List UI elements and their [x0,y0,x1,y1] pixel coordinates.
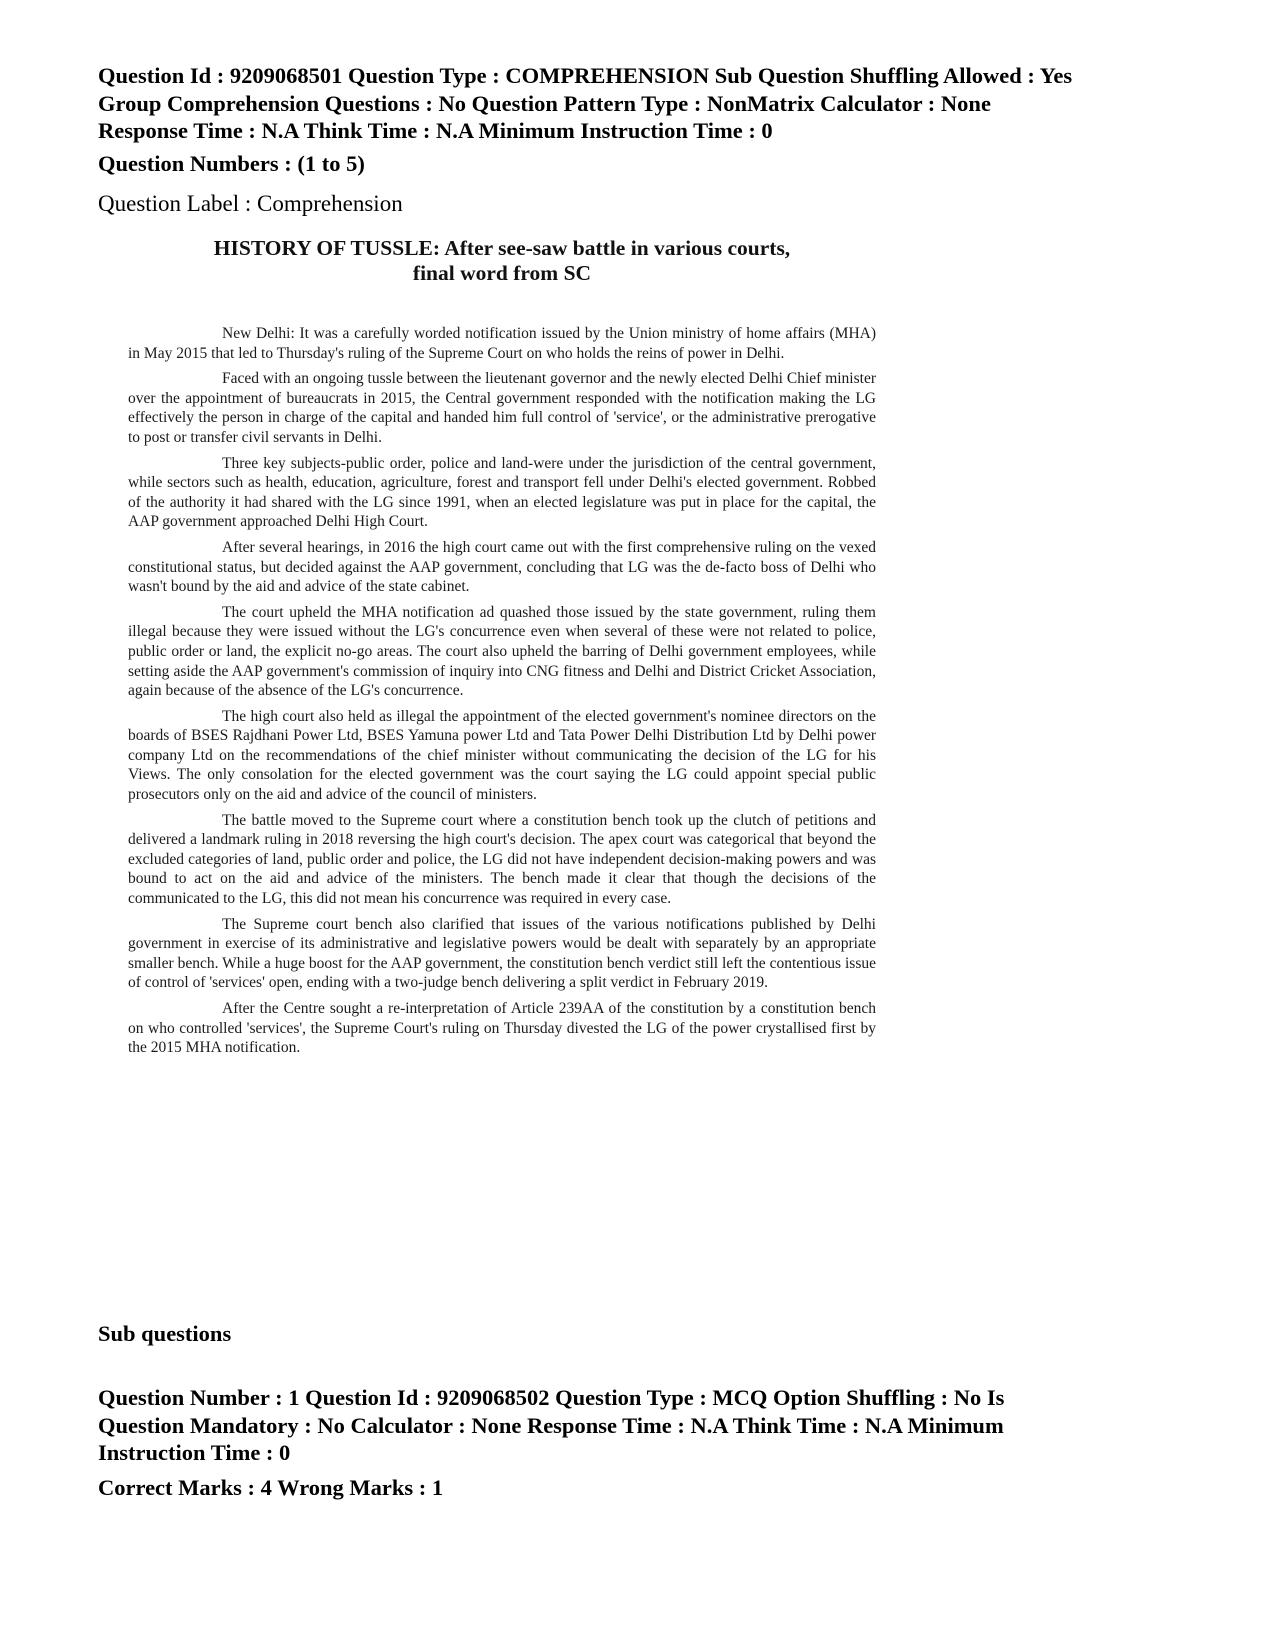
meta-line: Question Number : 1 Question Id : 9209068502 Question Type : MCQ Option Shuffling : No Is [98,1385,1005,1410]
article-paragraph: The high court also held as illegal the appointment of the elected government's nominee directors on the boards of BSES Rajdhani Power Ltd, BSES Yamuna power Ltd and Tata Power Delhi Distribution Ltd by Delhi power company Ltd on the recommendations of the chief minister without communicating the decision of the LG for his Views. The only consolation for the elected government was the court saying the LG could appoint special public prosecutors only on the aid and advice of the council of ministers. [128,707,876,804]
question-label: Question Label : Comprehension [98,191,403,216]
article-paragraph: Three key subjects-public order, police and land-were under the jurisdiction of the central government, while sectors such as health, education, agriculture, forest and transport fell under Delhi's elected government. Robbed of the authority it had shared with the LG since 1991, when an elected legislature was put in place for the capital, the AAP government approached Delhi High Court. [128,454,876,531]
meta-line: Group Comprehension Questions : No Question Pattern Type : NonMatrix Calculator : None [98,90,991,116]
meta-line: Response Time : N.A Think Time : N.A Minimum Instruction Time : 0 [98,118,773,143]
question-numbers: Question Numbers : (1 to 5) [98,151,365,176]
headline-line: final word from SC [412,261,592,285]
article-paragraph: The battle moved to the Supreme court where a constitution bench took up the clutch of petitions and delivered a landmark ruling in 2018 reversing the high court's decision. The apex court was categorical that beyond the excluded categories of land, public order and police, the LG did not have independent decision-making powers and was bound to act on the aid and advice of the ministers. The bench made it clear that though the decisions of the communicated to the LG, this did not mean his concurrence was required in every case. [128,811,876,908]
meta-line: Question Id : 9209068501 Question Type : COMPREHENSION Sub Question Shuffling Allowed : Yes [98,63,1073,88]
question-1-meta [98,1384,1198,1467]
question-1-marks: Correct Marks : 4 Wrong Marks : 1 [98,1475,444,1500]
article-paragraph: Faced with an ongoing tussle between the lieutenant governor and the newly elected Delhi Chief minister over the appointment of bureaucrats in 2015, the Central government responded with the notification making the LG effectively the person in charge of the capital and handed him full control of 'service', or the administrative prerogative to post or transfer civil servants in Delhi. [128,370,876,446]
article-paragraph: New Delhi: It was a carefully worded notification issued by the Union ministry of home affairs (MHA) in May 2015 that led to Thursday's ruling of the Supreme Court on who holds the reins of power in Delhi. [128,325,876,362]
article-paragraph: The court upheld the MHA notification ad quashed those issued by the state government, ruling them illegal because they were issued without the LG's concurrence even when several of these were not related to police, public order or land, the explicit no-go areas. The court also upheld the barring of Delhi government employees, while setting aside the AAP government's commission of inquiry into CNG fitness and Delhi and District Cricket Association, again because of the absence of the LG's concurrence. [128,603,876,700]
headline-line: HISTORY OF TUSSLE: After see-saw battle in various courts, [213,236,791,260]
meta-line: Instruction Time : 0 [98,1440,291,1465]
article-paragraph: After several hearings, in 2016 the high court came out with the first comprehensive ruling on the vexed constitutional status, but decided against the AAP government, concluding that LG was the de-facto boss of Delhi who wasn't bound by the aid and advice of the state cabinet. [128,538,876,596]
article-paragraph: After the Centre sought a re-interpretation of Article 239AA of the constitution by a constitution bench on who controlled 'services', the Supreme Court's ruling on Thursday divested the LG of the power crystallised first by the 2015 MHA notification. [128,1000,876,1057]
article-paragraph: The Supreme court bench also clarified that issues of the various notifications published by Delhi government in exercise of its administrative and legislative powers would be dealt with separately by an appropriate smaller bench. While a huge boost for the AAP government, the constitution bench verdict still left the contentious issue of control of 'services' open, ending with a two-judge bench delivering a split verdict in February 2019. [128,915,876,992]
question-meta [98,62,1198,145]
sub-questions-title: Sub questions [98,1321,232,1346]
article-headline [128,236,876,286]
article-scan [128,236,876,1064]
meta-line: Question Mandatory : No Calculator : None Response Time : N.A Think Time : N.A Minimum [98,1412,1004,1438]
